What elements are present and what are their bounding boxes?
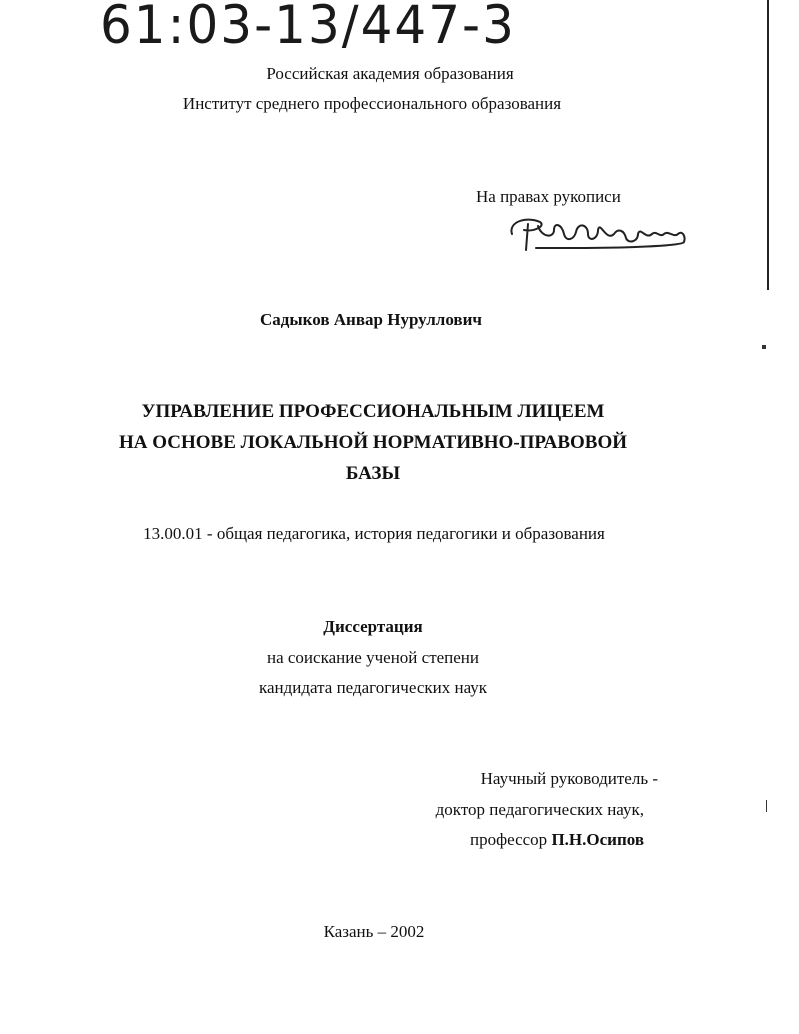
scan-edge-line <box>767 0 769 290</box>
manuscript-note: На правах рукописи <box>476 187 621 206</box>
author-signature <box>506 212 692 254</box>
supervisor-role: Научный руководитель - <box>480 769 658 788</box>
place-and-year: Казань – 2002 <box>323 922 425 941</box>
specialty-code: 13.00.01 - общая педагогика, история педагогики и образования <box>143 524 605 543</box>
supervisor-title: профессор <box>470 830 548 849</box>
degree-line-1: на соискание ученой степени <box>266 648 480 667</box>
dissertation-title <box>0 396 746 489</box>
supervisor-name: П.Н.Осипов <box>551 830 644 849</box>
title-line: БАЗЫ <box>345 463 401 484</box>
supervisor-degree: доктор педагогических наук, <box>435 800 644 819</box>
degree-line-2: кандидата педагогических наук <box>258 678 488 697</box>
academy-name: Российская академия образования <box>266 64 514 83</box>
author-name: Садыков Анвар Нуруллович <box>260 310 482 329</box>
scan-speck <box>766 800 767 812</box>
supervisor-name-line <box>470 830 644 850</box>
scan-speck <box>762 345 766 349</box>
document-type: Диссертация <box>323 617 423 636</box>
institute-name: Институт среднего профессионального образования <box>182 94 562 113</box>
archive-code-handwritten: 61:03-13/447-3 <box>100 0 516 56</box>
title-line: УПРАВЛЕНИЕ ПРОФЕССИОНАЛЬНЫМ ЛИЦЕЕМ <box>141 401 605 422</box>
title-line: НА ОСНОВЕ ЛОКАЛЬНОЙ НОРМАТИВНО-ПРАВОВОЙ <box>118 432 628 453</box>
